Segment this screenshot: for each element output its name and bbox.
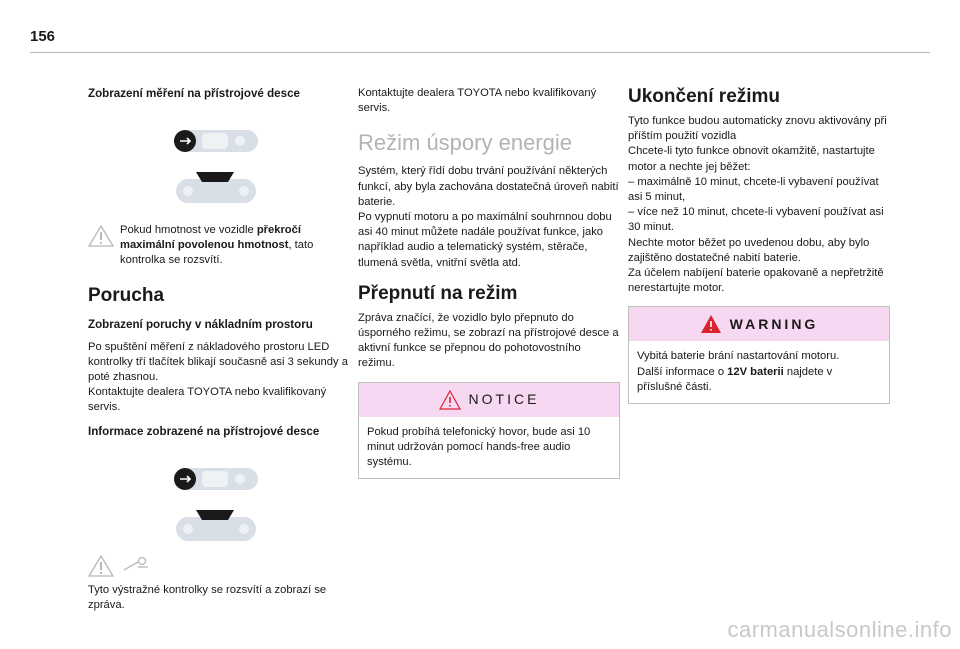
display-screen-icon-2 [172,507,350,547]
notice-label: NOTICE [468,391,540,408]
warning-text-2 [637,365,879,395]
warning-triangle-icon [88,225,114,247]
weight-heading: Zobrazení měření na přístrojové desce [88,87,300,100]
warning-text-2-post: najdete v příslušné části. [637,365,833,393]
warning-text-2-pre: Další informace o [637,365,728,378]
overweight-text-post: , tato kontrolka se rozsvítí. [120,239,314,267]
end-text-2: Chcete-li tyto funkce obnovit okamžitě, nastartujte motor a nechte jej běžet: [628,145,875,173]
energy-text: Systém, který řídí dobu trvání používání některých funkcí, aby byla zachována dostatečná úroveň nabití baterie. [358,165,619,208]
fault-contact: Kontaktujte dealera TOYOTA nebo kvalifikovaný servis. [88,386,327,414]
warning-lamp-note: Tyto výstražné kontrolky se rozsvítí a zobrazí se zpráva. [88,583,327,611]
switch-title: Přepnutí na režim [358,282,518,304]
overweight-text-pre: Pokud hmotnost ve vozidle [120,224,257,236]
top-divider [30,52,930,53]
notice-text: Pokud probíhá telefonický hovor, bude asi 10 minut udržován pomocí hands-free audio systému. [367,425,591,469]
info-heading: Informace zobrazené na přístrojové desce [88,424,320,438]
warning-label: WARNING [729,315,819,332]
dashboard-cluster-icon-2 [172,463,350,503]
column-2 [358,78,620,479]
warning-text-1: Vybitá baterie brání nastartování motoru. [637,350,840,363]
energy-text-2: Po vypnutí motoru a po maximální souhrnnou dobu asi 40 minut můžete nadále používat funkce, jako například audio a telematický systém, stěrače, tlumená světla, vnitřní světla atd. [358,211,612,269]
warning-triangle-icon-2 [88,555,114,577]
switch-text: Zpráva značící, že vozidlo bylo přepnuto do úsporného režimu, se zobrazí na přístrojové desce a aktivní funkce se přepnou do pohotovostního režimu. [358,311,619,370]
overweight-text-bold: překročí maximální povolenou hmotnost [120,224,301,252]
notice-box [358,382,620,480]
warning-filled-triangle-icon [700,314,722,334]
contact-text: Kontaktujte dealera TOYOTA nebo kvalifikovaný servis. [358,87,597,115]
column-3 [628,78,890,404]
end-mode-title: Ukončení režimu [628,86,781,107]
warning-header [629,307,889,341]
end-text-1: Tyto funkce budou automaticky znovu aktivovány při příštím použití vozidla [628,115,887,143]
dashboard-cluster-icon [172,125,350,165]
warning-box [628,306,890,404]
overweight-note [120,223,350,269]
page-number: 156 [30,28,56,45]
notice-header [359,383,619,417]
column-1 [88,78,350,613]
end-text-3: Nechte motor běžet po uvedenou dobu, aby bylo zajištěno dostatečné nabití baterie. [628,236,870,264]
end-text-4: Za účelem nabíjení baterie opakovaně a nepřetržitě nerestartujte motor. [628,267,884,295]
list-item: – více než 10 minut, chcete-li vybavení používat asi 30 minut. [628,206,884,234]
footer-watermark: carmanualsonline.info [727,617,952,642]
fault-text: Po spuštění měření z nákladového prostoru LED kontrolky tří tlačítek blikají současně asi 3 sekundy a poté zhasnou. [88,340,348,384]
warning-text-2-bold: 12V baterii [727,365,784,378]
display-screen-icon [172,169,350,209]
fault-subheading: Zobrazení poruchy v nákladním prostoru [88,317,313,331]
list-item: – maximálně 10 minut, chcete-li vybavení používat asi 5 minut, [628,175,879,204]
fault-title: Porucha [88,284,165,306]
wrench-icon [122,557,150,573]
duration-list [628,175,890,236]
notice-triangle-icon [439,390,461,410]
energy-saving-title: Režim úspory energie [358,130,572,156]
